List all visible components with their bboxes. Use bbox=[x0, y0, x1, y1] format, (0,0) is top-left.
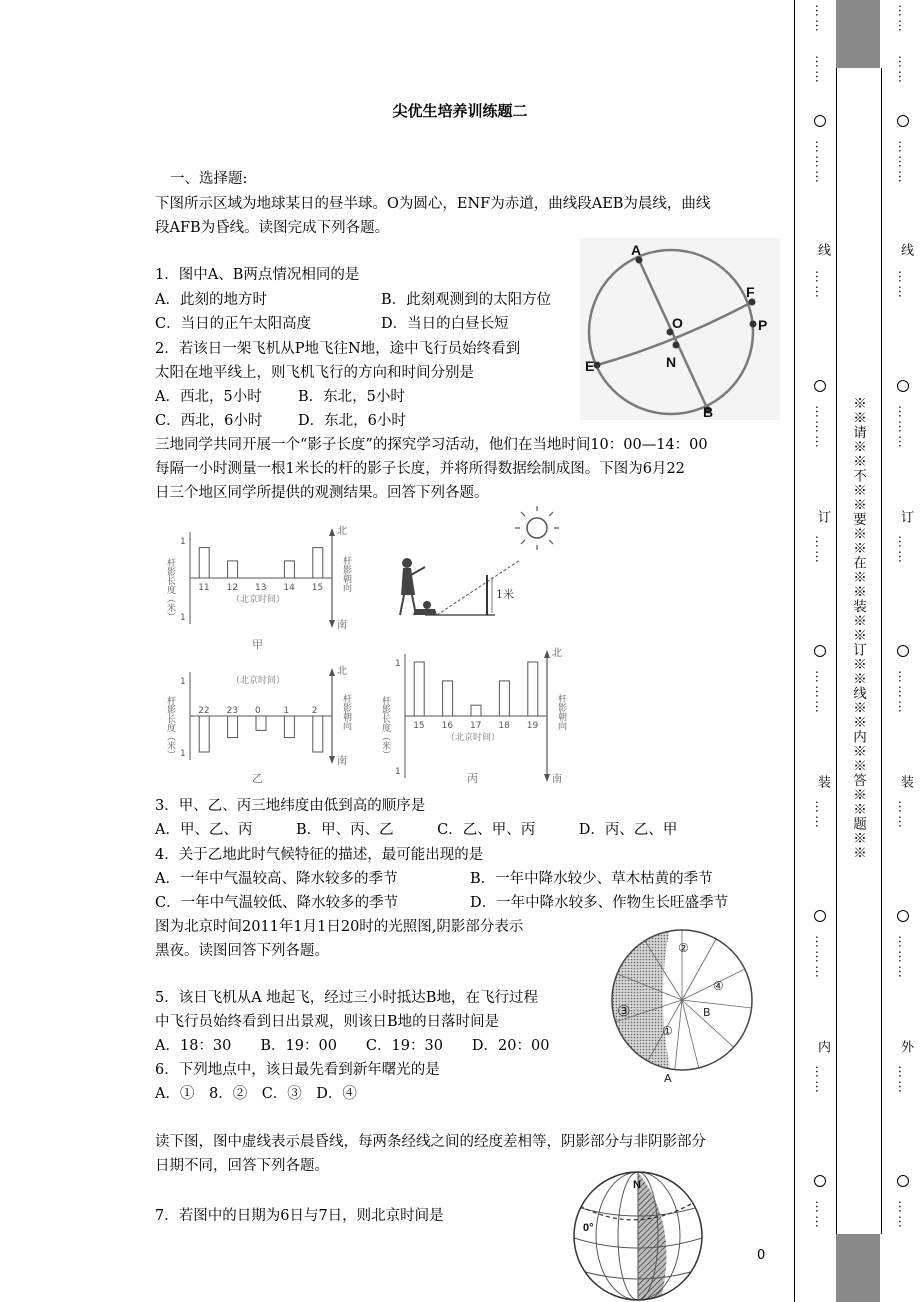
dot-leader: …… bbox=[812, 55, 827, 85]
q6-stem: 6．下列地点中，该日最先看到新年曙光的是 bbox=[155, 1062, 440, 1078]
figure-day-hemisphere bbox=[580, 238, 780, 420]
tick-2: 2 bbox=[311, 706, 318, 716]
arrow-north bbox=[544, 650, 550, 658]
tick-16: 16 bbox=[441, 721, 454, 731]
label-3: ③ bbox=[617, 1002, 631, 1020]
dot-leader: …… bbox=[812, 1200, 827, 1230]
chart-label-yi: 乙 bbox=[252, 772, 263, 785]
intro3-line2: 黑夜。读图回答下列各题。 bbox=[155, 943, 329, 959]
binding-circle bbox=[814, 380, 826, 392]
label-one-top: 1 bbox=[180, 537, 186, 547]
binding-circle bbox=[897, 380, 909, 392]
bar-15 bbox=[414, 662, 424, 716]
bar-12 bbox=[228, 561, 238, 578]
q4-option-b: B．一年中降水较少、草木枯黄的季节 bbox=[470, 871, 713, 887]
binding-notice: ※※请※※不※※要※※在※※装※※订※※线※※内※※答※※题※※ bbox=[850, 396, 866, 860]
bar-11 bbox=[199, 548, 209, 578]
bar-18 bbox=[499, 681, 509, 716]
tick-12: 12 bbox=[226, 583, 239, 593]
binding-label-nei: 内 bbox=[815, 1040, 830, 1054]
dot-leader: …… bbox=[812, 1065, 827, 1095]
dot-leader: …… bbox=[895, 270, 910, 300]
q1-option-b: B．此刻观测到的太阳方位 bbox=[381, 292, 552, 308]
xlabel: （北京时间） bbox=[231, 595, 286, 605]
tick-11: 11 bbox=[198, 583, 210, 593]
dot-leader: …… bbox=[812, 535, 827, 565]
label-south: 南 bbox=[552, 774, 562, 785]
label-one-bottom: 1 bbox=[180, 613, 186, 623]
point-p bbox=[750, 321, 757, 328]
label-2: ② bbox=[678, 941, 689, 955]
binding-label-zhuang-outer: 装 bbox=[898, 775, 913, 789]
pole-height-label: 1米 bbox=[496, 588, 514, 601]
q5-options: A．18：30 B．19：00 C．19：30 D．20：00 bbox=[155, 1038, 550, 1054]
dot-leader: …… bbox=[812, 270, 827, 300]
shadow-chart-jia bbox=[160, 518, 360, 658]
binding-circle bbox=[814, 115, 826, 127]
intro1-line1: 下图所示区域为地球某日的昼半球。O为圆心，ENF为赤道，曲线段AEB为晨线，曲线 bbox=[155, 196, 711, 212]
label-north: 北 bbox=[552, 648, 562, 659]
student-figures bbox=[400, 558, 437, 615]
figure-illumination-map bbox=[600, 928, 765, 1086]
figure-pole-measurement bbox=[385, 505, 570, 625]
binding-circle bbox=[897, 645, 909, 657]
label-one-bottom: 1 bbox=[395, 767, 401, 777]
label-south: 南 bbox=[337, 756, 347, 767]
bar-15 bbox=[313, 548, 323, 578]
tick-15: 15 bbox=[413, 721, 425, 731]
ylabel: 杆影长度（米） bbox=[165, 558, 175, 621]
binding-label-ding-outer: 订 bbox=[898, 510, 913, 524]
q4-option-a: A．一年中气温较高、降水较多的季节 bbox=[155, 871, 398, 887]
q5-stem-2: 中飞行员始终看到日出景观，则该日B地的日落时间是 bbox=[155, 1014, 500, 1030]
tick-0: 0 bbox=[255, 706, 261, 716]
binding-label-zhuang: 装 bbox=[815, 775, 830, 789]
q3-stem: 3．甲、乙、丙三地纬度由低到高的顺序是 bbox=[155, 798, 426, 814]
rlabel: 杆影朝向 bbox=[341, 694, 351, 730]
dot-leader: …… bbox=[895, 4, 910, 34]
label-a: A bbox=[631, 242, 642, 258]
tick-14: 14 bbox=[283, 583, 295, 593]
dot-leader: ……… bbox=[895, 935, 910, 980]
intro4-line2: 日期不同，回答下列各题。 bbox=[155, 1158, 329, 1174]
q2-option-a: A．西北，5小时 bbox=[155, 389, 262, 405]
dot-leader: …… bbox=[895, 535, 910, 565]
dot-leader: ……… bbox=[895, 405, 910, 450]
label-north: 北 bbox=[337, 666, 347, 677]
dot-leader: ……… bbox=[812, 670, 827, 715]
intro2-line2: 每隔一小时测量一根1米长的杆的影子长度，并将所得数据绘制成图。下图为6月22 bbox=[155, 461, 685, 477]
page-title: 尖优生培养训练题二 bbox=[392, 102, 528, 120]
q2-option-d: D．东北，6小时 bbox=[298, 413, 406, 429]
binding-strip-top bbox=[836, 0, 880, 68]
chart-label-jia: 甲 bbox=[252, 638, 263, 651]
label-e: E bbox=[585, 358, 595, 374]
dot-leader: …… bbox=[895, 1065, 910, 1095]
intro3-line1: 图为北京时间2011年1月1日20时的光照图,阴影部分表示 bbox=[155, 919, 524, 935]
intro4-line1: 读下图，图中虚线表示晨昏线，每两条经线之间的经度差相等，阴影部分与非阴影部分 bbox=[155, 1134, 706, 1150]
binding-label-ding: 订 bbox=[815, 510, 830, 524]
bar-19 bbox=[528, 662, 538, 716]
q1-stem: 1．图中A、B两点情况相同的是 bbox=[155, 267, 360, 283]
label-one-bottom: 1 bbox=[180, 749, 186, 759]
label-n: N bbox=[666, 354, 677, 370]
tick-17: 17 bbox=[470, 721, 482, 731]
binding-circle bbox=[814, 910, 826, 922]
q2-stem-1: 2．若该日一架飞机从P地飞往N地，途中飞行员始终看到 bbox=[155, 341, 521, 357]
intro1-line2: 段AFB为昏线。读图完成下列各题。 bbox=[155, 220, 390, 236]
tick-19: 19 bbox=[526, 721, 539, 731]
dot-leader: ……… bbox=[895, 670, 910, 715]
arrow-north bbox=[329, 528, 335, 536]
bar-23 bbox=[228, 716, 238, 738]
tick-13: 13 bbox=[255, 583, 267, 593]
binding-label-xian-outer: 线 bbox=[898, 243, 913, 257]
q4-option-c: C．一年中气温较低、降水较多的季节 bbox=[155, 895, 399, 911]
arrow-south bbox=[544, 774, 550, 782]
intro2-line3: 日三个地区同学所提供的观测结果。回答下列各题。 bbox=[155, 485, 489, 501]
tick-23: 23 bbox=[226, 706, 239, 716]
rlabel: 杆影朝向 bbox=[341, 556, 351, 592]
dot-leader: …… bbox=[895, 800, 910, 830]
tick-18: 18 bbox=[498, 721, 510, 731]
q2-option-b: B．东北，5小时 bbox=[298, 389, 405, 405]
chart-label-bing: 丙 bbox=[467, 772, 478, 785]
intro2-line1: 三地同学共同开展一个“影子长度”的探究学习活动，他们在当地时间10：00—14：00 bbox=[155, 437, 708, 453]
q1-option-a: A．此刻的地方时 bbox=[155, 292, 267, 308]
bar-1 bbox=[284, 716, 294, 738]
bar-17 bbox=[471, 705, 481, 716]
label-zero: 0° bbox=[583, 1222, 594, 1234]
q2-option-c: C．西北，6小时 bbox=[155, 413, 263, 429]
sun-rays bbox=[515, 506, 559, 550]
binding-circle bbox=[897, 910, 909, 922]
figure-globe-terminator bbox=[570, 1166, 710, 1302]
q7-stem: 7．若图中的日期为6日与7日，则北京时间是 bbox=[155, 1208, 444, 1224]
q1-option-c: C．当日的正午太阳高度 bbox=[155, 316, 312, 332]
tick-1: 1 bbox=[283, 706, 290, 716]
q2-stem-2: 太阳在地平线上，则飞机飞行的方向和时间分别是 bbox=[155, 365, 474, 381]
dot-leader: …… bbox=[895, 55, 910, 85]
binding-circle bbox=[814, 645, 826, 657]
binding-circle bbox=[897, 1175, 909, 1187]
label-n: N bbox=[633, 1179, 641, 1191]
label-north: 北 bbox=[337, 526, 347, 537]
q1-option-d: D．当日的白昼长短 bbox=[381, 316, 509, 332]
dot-leader: ……… bbox=[812, 405, 827, 450]
label-one-top: 1 bbox=[395, 659, 401, 669]
tick-15: 15 bbox=[311, 583, 324, 593]
label-4: ④ bbox=[713, 979, 724, 993]
label-p: P bbox=[758, 317, 768, 333]
xlabel: （北京时间） bbox=[446, 733, 501, 743]
q4-stem: 4．关于乙地此时气候特征的描述，最可能出现的是 bbox=[155, 847, 484, 863]
bar-2 bbox=[313, 716, 323, 752]
xlabel: （北京时间） bbox=[231, 676, 286, 686]
shadow-chart-yi bbox=[160, 660, 360, 785]
dot-leader: …… bbox=[895, 1200, 910, 1230]
page-number: 0 bbox=[757, 1248, 766, 1263]
binding-label-wai: 外 bbox=[898, 1040, 913, 1054]
label-f: F bbox=[746, 284, 755, 300]
bar-0 bbox=[256, 716, 266, 730]
label-1: ① bbox=[662, 1024, 673, 1038]
sun-icon bbox=[527, 518, 547, 538]
dot-leader: …… bbox=[812, 800, 827, 830]
bar-22 bbox=[199, 716, 209, 752]
dot-leader: ……… bbox=[895, 140, 910, 185]
q3-options: A．甲、乙、丙 B．甲、丙、乙 C．乙、甲、丙 D．丙、乙、甲 bbox=[155, 822, 678, 838]
arrow-south bbox=[329, 756, 335, 764]
label-one-top: 1 bbox=[180, 677, 186, 687]
night-region bbox=[600, 928, 672, 1078]
bar-16 bbox=[443, 681, 453, 716]
binding-label-xian: 线 bbox=[815, 243, 830, 257]
tick-22: 22 bbox=[198, 706, 210, 716]
label-b: B bbox=[703, 1006, 711, 1019]
ylabel: 杆影长度（米） bbox=[165, 696, 175, 759]
dot-leader: ……… bbox=[812, 935, 827, 980]
binding-circle bbox=[897, 115, 909, 127]
binding-strip-bottom bbox=[836, 1234, 880, 1302]
q4-option-d: D．一年中降水较多、作物生长旺盛季节 bbox=[470, 895, 729, 911]
arrow-south bbox=[329, 620, 335, 628]
label-a: A bbox=[664, 1072, 672, 1085]
dot-leader: ……… bbox=[812, 140, 827, 185]
binding-left-line bbox=[794, 0, 795, 1302]
arrow-north bbox=[329, 668, 335, 676]
q6-options: A．① 8．② C．③ D．④ bbox=[155, 1086, 357, 1102]
rlabel: 杆影朝向 bbox=[556, 694, 566, 730]
shadow-chart-bing bbox=[375, 648, 575, 785]
binding-circle bbox=[814, 1175, 826, 1187]
point-n bbox=[673, 342, 680, 349]
dot-leader: …… bbox=[812, 4, 827, 34]
q5-stem-1: 5．该日飞机从A 地起飞，经过三小时抵达B地，在飞行过程 bbox=[155, 990, 538, 1006]
label-b: B bbox=[703, 404, 714, 420]
label-o: O bbox=[672, 315, 683, 331]
ylabel: 杆影长度（米） bbox=[380, 696, 390, 759]
bar-14 bbox=[284, 561, 294, 578]
section-heading: 一、选择题: bbox=[170, 171, 248, 187]
point-e bbox=[594, 362, 601, 369]
label-south: 南 bbox=[337, 620, 347, 631]
